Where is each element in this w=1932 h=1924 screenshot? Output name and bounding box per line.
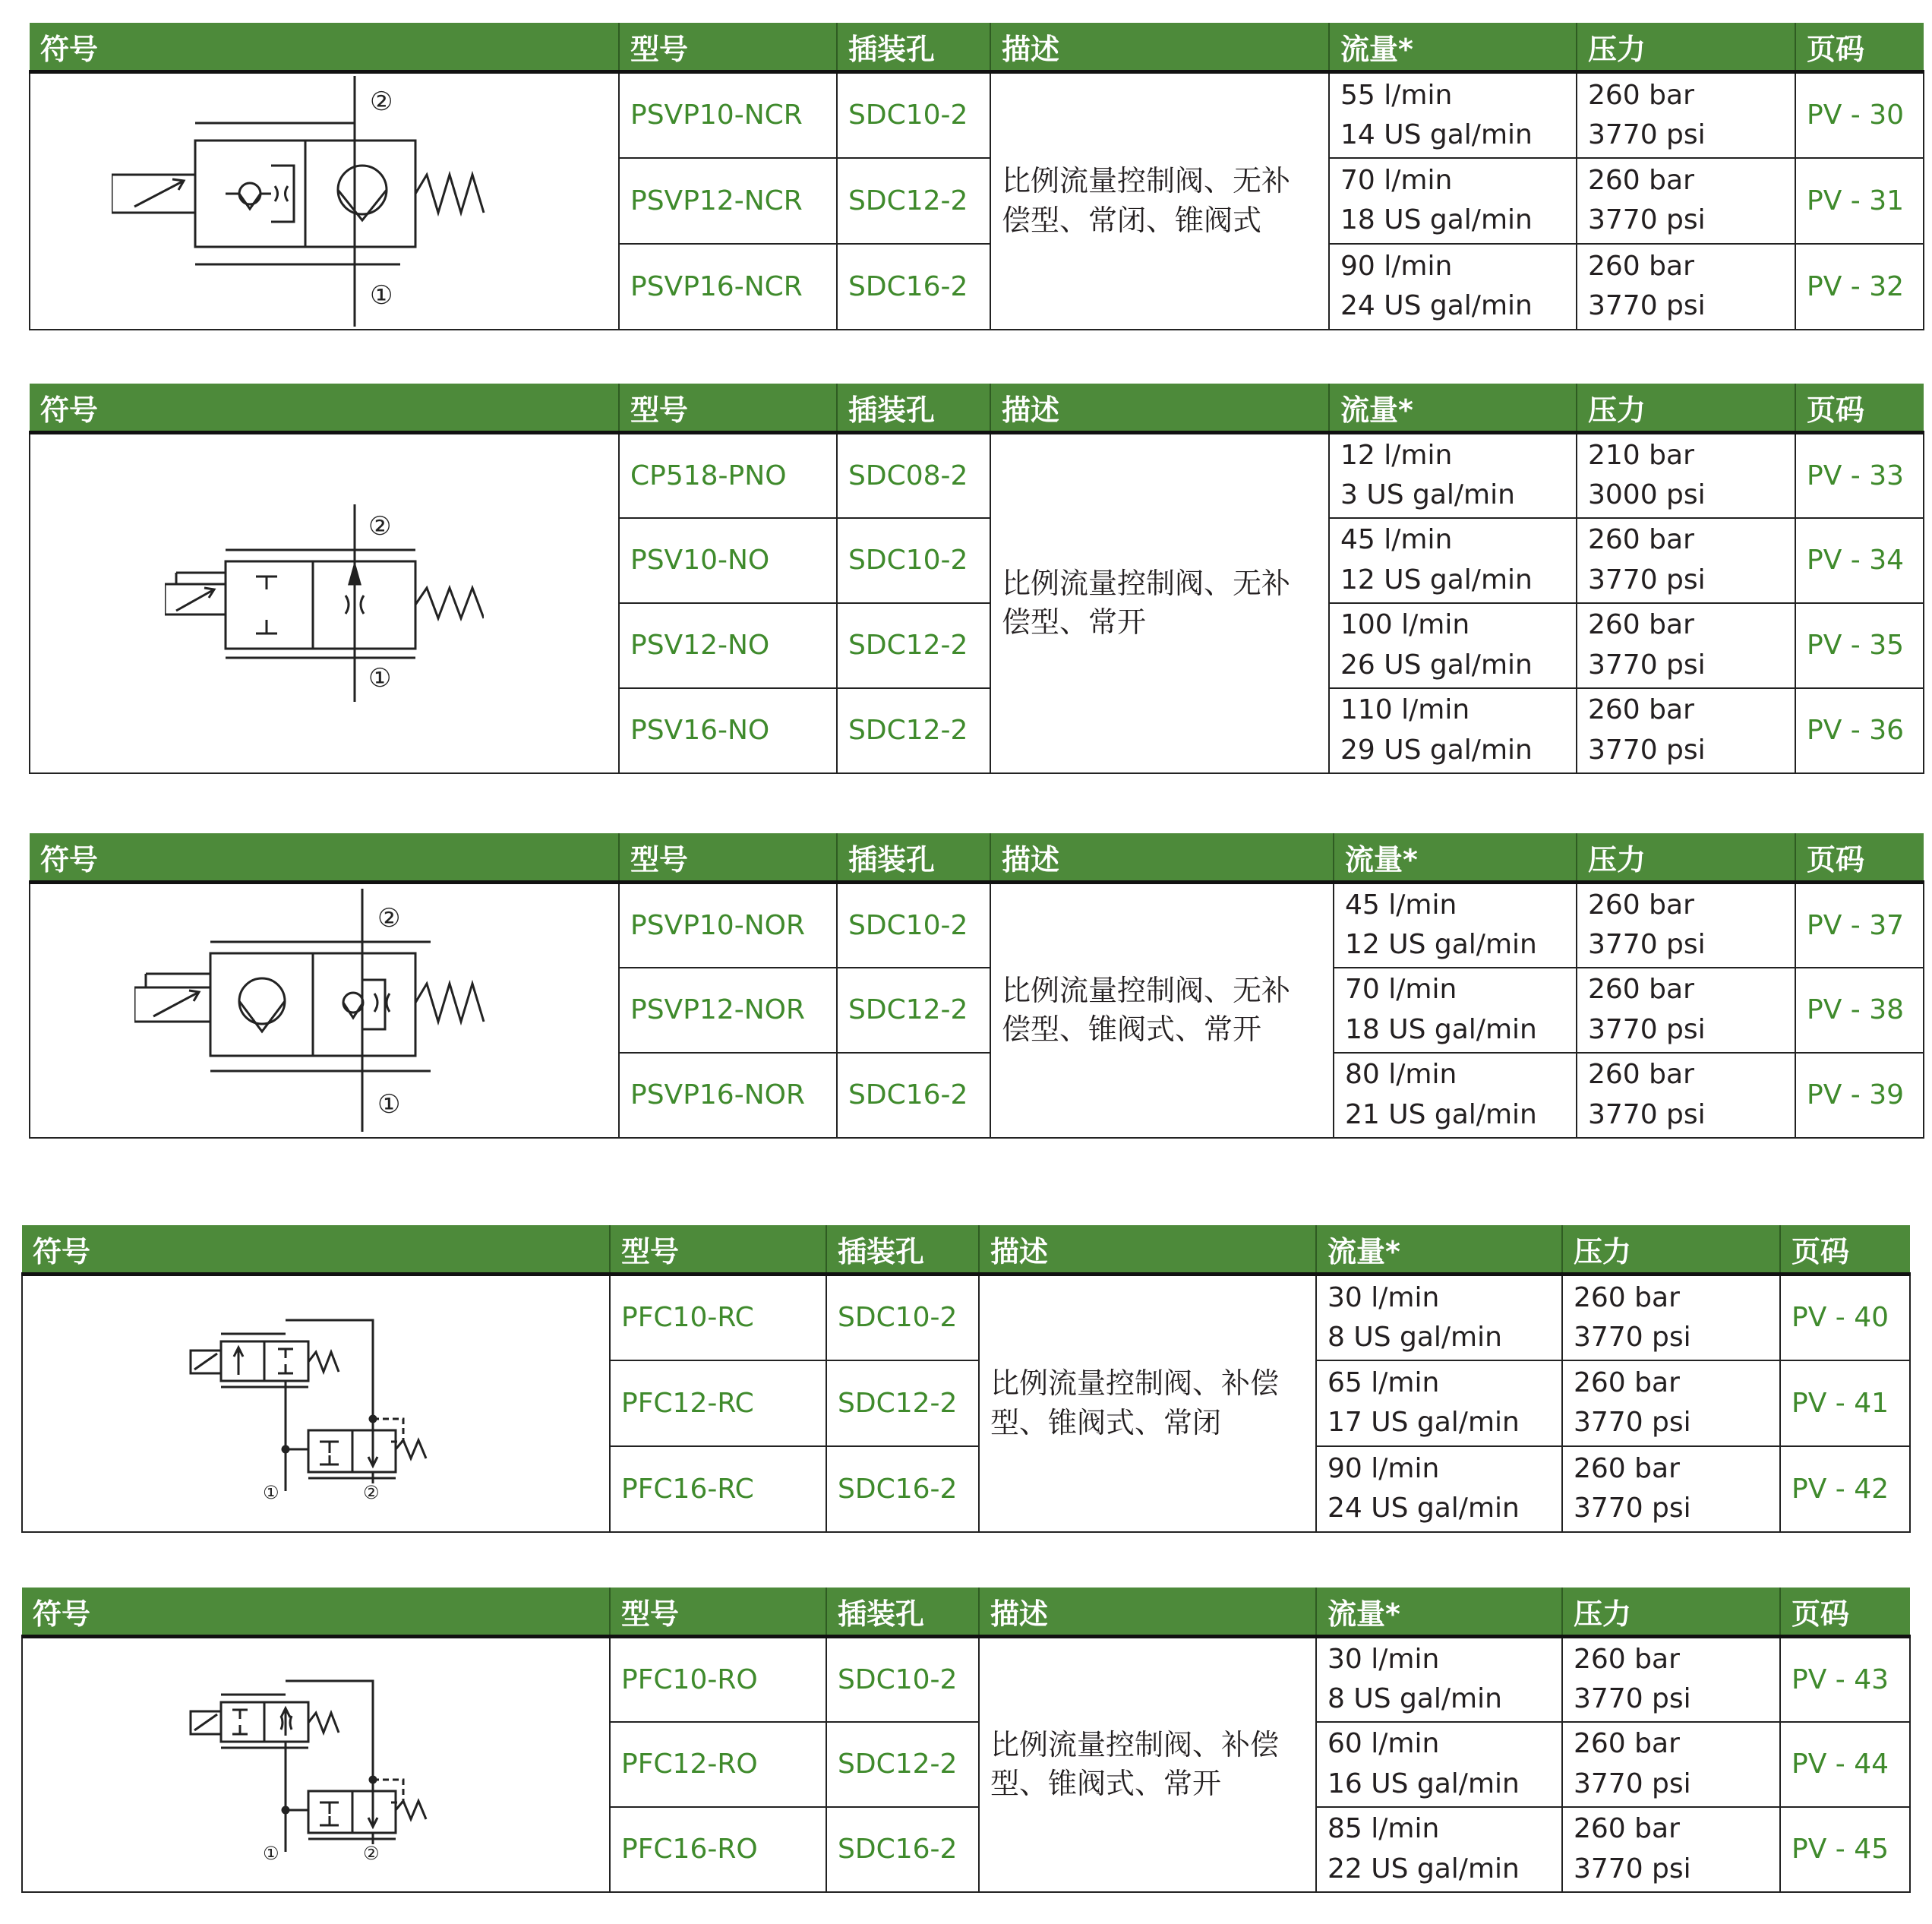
header-page: 页码 — [1795, 384, 1924, 433]
flow-cell: 30 l/min 8 US gal/min — [1316, 1637, 1562, 1722]
header-pressure: 压力 — [1562, 1588, 1780, 1637]
hydraulic-symbol-icon — [112, 76, 537, 327]
pressure-cell: 260 bar 3770 psi — [1577, 968, 1795, 1053]
port-2-label: ② — [363, 1481, 380, 1502]
pressure-cell: 260 bar 3770 psi — [1577, 518, 1795, 603]
header-description: 描述 — [990, 384, 1329, 433]
header-model: 型号 — [610, 1225, 826, 1275]
header-page: 页码 — [1795, 23, 1924, 72]
page-cell: PV - 43 — [1780, 1637, 1910, 1722]
valve-table-2 — [29, 384, 1924, 774]
port-2-label: ② — [370, 86, 393, 117]
port-cell: SDC08-2 — [837, 433, 990, 518]
header-model: 型号 — [610, 1588, 826, 1637]
port-cell: SDC12-2 — [826, 1722, 979, 1807]
model-cell: PSV16-NO — [619, 688, 837, 773]
pressure-cell: 210 bar 3000 psi — [1577, 433, 1795, 518]
header-page: 页码 — [1780, 1588, 1910, 1637]
description-cell: 比例流量控制阀、补偿 型、锥阀式、常闭 — [979, 1275, 1316, 1532]
table-row — [22, 1275, 1910, 1360]
port-cell: SDC12-2 — [837, 158, 990, 244]
page-cell: PV - 39 — [1795, 1053, 1924, 1138]
header-port: 插装孔 — [826, 1588, 979, 1637]
flow-cell: 65 l/min 17 US gal/min — [1316, 1360, 1562, 1446]
header-port: 插装孔 — [837, 23, 990, 72]
model-cell: PSVP10-NCR — [619, 72, 837, 158]
page-cell: PV - 37 — [1795, 883, 1924, 968]
valve-table-5 — [21, 1588, 1911, 1893]
port-1-label: ① — [377, 1089, 401, 1120]
page-cell: PV - 45 — [1780, 1807, 1910, 1892]
header-pressure: 压力 — [1577, 384, 1795, 433]
header-symbol: 符号 — [30, 833, 619, 883]
flow-cell: 90 l/min 24 US gal/min — [1316, 1446, 1562, 1532]
port-2-label: ② — [363, 1843, 380, 1864]
description-cell: 比例流量控制阀、无补 偿型、常闭、锥阀式 — [990, 72, 1329, 330]
flow-cell: 90 l/min 24 US gal/min — [1329, 244, 1577, 330]
flow-cell: 70 l/min 18 US gal/min — [1334, 968, 1577, 1053]
header-description: 描述 — [990, 23, 1329, 72]
header-port: 插装孔 — [837, 384, 990, 433]
port-cell: SDC16-2 — [837, 1053, 990, 1138]
port-1-label: ① — [263, 1481, 279, 1502]
valve-table-3 — [29, 833, 1924, 1139]
table-header — [22, 1225, 1910, 1275]
table-row — [22, 1637, 1910, 1722]
table-row — [30, 72, 1924, 158]
table-header — [22, 1588, 1910, 1637]
page-cell: PV - 35 — [1795, 603, 1924, 688]
header-symbol: 符号 — [22, 1588, 610, 1637]
port-2-label: ② — [368, 511, 392, 542]
hydraulic-symbol-icon — [187, 1666, 445, 1863]
pressure-cell: 260 bar 3770 psi — [1577, 244, 1795, 330]
page-cell: PV - 36 — [1795, 688, 1924, 773]
flow-cell: 45 l/min 12 US gal/min — [1329, 518, 1577, 603]
model-cell: PSV12-NO — [619, 603, 837, 688]
description-cell: 比例流量控制阀、无补 偿型、锥阀式、常开 — [990, 883, 1334, 1138]
port-cell: SDC10-2 — [837, 72, 990, 158]
valve-symbol — [30, 72, 619, 330]
page-cell: PV - 34 — [1795, 518, 1924, 603]
pressure-cell: 260 bar 3770 psi — [1577, 603, 1795, 688]
port-cell: SDC10-2 — [826, 1637, 979, 1722]
pressure-cell: 260 bar 3770 psi — [1577, 688, 1795, 773]
hydraulic-symbol-icon — [187, 1305, 445, 1502]
model-cell: PFC10-RC — [610, 1275, 826, 1360]
header-description: 描述 — [979, 1225, 1316, 1275]
pressure-cell: 260 bar 3770 psi — [1577, 158, 1795, 244]
port-cell: SDC16-2 — [826, 1446, 979, 1532]
header-port: 插装孔 — [837, 833, 990, 883]
header-flow: 流量* — [1329, 384, 1577, 433]
hydraulic-symbol-icon — [134, 889, 514, 1132]
page-cell: PV - 40 — [1780, 1275, 1910, 1360]
valve-table-4 — [21, 1225, 1911, 1533]
valve-symbol — [30, 433, 619, 773]
model-cell: PFC16-RO — [610, 1807, 826, 1892]
header-symbol: 符号 — [30, 23, 619, 72]
model-cell: PSVP12-NOR — [619, 968, 837, 1053]
header-model: 型号 — [619, 833, 837, 883]
port-cell: SDC16-2 — [826, 1807, 979, 1892]
port-1-label: ① — [370, 280, 393, 311]
flow-cell: 100 l/min 26 US gal/min — [1329, 603, 1577, 688]
model-cell: PFC16-RC — [610, 1446, 826, 1532]
flow-cell: 70 l/min 18 US gal/min — [1329, 158, 1577, 244]
valve-table-1 — [29, 23, 1924, 330]
header-page: 页码 — [1795, 833, 1924, 883]
page-cell: PV - 32 — [1795, 244, 1924, 330]
header-model: 型号 — [619, 23, 837, 72]
header-description: 描述 — [990, 833, 1334, 883]
model-cell: PSVP10-NOR — [619, 883, 837, 968]
pressure-cell: 260 bar 3770 psi — [1577, 72, 1795, 158]
page-cell: PV - 30 — [1795, 72, 1924, 158]
port-cell: SDC10-2 — [826, 1275, 979, 1360]
port-cell: SDC12-2 — [837, 688, 990, 773]
page-cell: PV - 31 — [1795, 158, 1924, 244]
model-cell: PSVP16-NOR — [619, 1053, 837, 1138]
page-cell: PV - 33 — [1795, 433, 1924, 518]
pressure-cell: 260 bar 3770 psi — [1562, 1360, 1780, 1446]
header-pressure: 压力 — [1562, 1225, 1780, 1275]
valve-symbol — [22, 1275, 610, 1532]
model-cell: PFC10-RO — [610, 1637, 826, 1722]
page-cell: PV - 38 — [1795, 968, 1924, 1053]
port-2-label: ② — [377, 903, 401, 934]
valve-symbol — [22, 1637, 610, 1892]
pressure-cell: 260 bar 3770 psi — [1562, 1807, 1780, 1892]
port-cell: SDC12-2 — [837, 968, 990, 1053]
port-cell: SDC10-2 — [837, 883, 990, 968]
description-cell: 比例流量控制阀、补偿 型、锥阀式、常开 — [979, 1637, 1316, 1892]
port-cell: SDC16-2 — [837, 244, 990, 330]
port-1-label: ① — [263, 1843, 279, 1864]
valve-symbol — [30, 883, 619, 1138]
model-cell: CP518-PNO — [619, 433, 837, 518]
header-symbol: 符号 — [22, 1225, 610, 1275]
header-pressure: 压力 — [1577, 833, 1795, 883]
model-cell: PFC12-RO — [610, 1722, 826, 1807]
pressure-cell: 260 bar 3770 psi — [1577, 1053, 1795, 1138]
flow-cell: 60 l/min 16 US gal/min — [1316, 1722, 1562, 1807]
pressure-cell: 260 bar 3770 psi — [1562, 1722, 1780, 1807]
page-cell: PV - 41 — [1780, 1360, 1910, 1446]
model-cell: PSVP12-NCR — [619, 158, 837, 244]
flow-cell: 85 l/min 22 US gal/min — [1316, 1807, 1562, 1892]
pressure-cell: 260 bar 3770 psi — [1577, 883, 1795, 968]
model-cell: PSV10-NO — [619, 518, 837, 603]
model-cell: PSVP16-NCR — [619, 244, 837, 330]
header-description: 描述 — [979, 1588, 1316, 1637]
flow-cell: 12 l/min 3 US gal/min — [1329, 433, 1577, 518]
port-cell: SDC10-2 — [837, 518, 990, 603]
flow-cell: 110 l/min 29 US gal/min — [1329, 688, 1577, 773]
header-port: 插装孔 — [826, 1225, 979, 1275]
model-cell: PFC12-RC — [610, 1360, 826, 1446]
port-cell: SDC12-2 — [837, 603, 990, 688]
flow-cell: 80 l/min 21 US gal/min — [1334, 1053, 1577, 1138]
pressure-cell: 260 bar 3770 psi — [1562, 1275, 1780, 1360]
flow-cell: 30 l/min 8 US gal/min — [1316, 1275, 1562, 1360]
header-flow: 流量* — [1334, 833, 1577, 883]
header-flow: 流量* — [1316, 1225, 1562, 1275]
hydraulic-symbol-icon — [165, 504, 484, 702]
header-flow: 流量* — [1316, 1588, 1562, 1637]
table-row — [30, 883, 1924, 968]
pressure-cell: 260 bar 3770 psi — [1562, 1637, 1780, 1722]
pressure-cell: 260 bar 3770 psi — [1562, 1446, 1780, 1532]
table-header — [30, 23, 1924, 72]
table-header — [30, 833, 1924, 883]
flow-cell: 55 l/min 14 US gal/min — [1329, 72, 1577, 158]
port-cell: SDC12-2 — [826, 1360, 979, 1446]
table-header — [30, 384, 1924, 433]
flow-cell: 45 l/min 12 US gal/min — [1334, 883, 1577, 968]
page-cell: PV - 42 — [1780, 1446, 1910, 1532]
header-model: 型号 — [619, 384, 837, 433]
port-1-label: ① — [368, 663, 392, 694]
description-cell: 比例流量控制阀、无补 偿型、常开 — [990, 433, 1329, 773]
header-flow: 流量* — [1329, 23, 1577, 72]
table-row — [30, 433, 1924, 518]
page-cell: PV - 44 — [1780, 1722, 1910, 1807]
header-page: 页码 — [1780, 1225, 1910, 1275]
header-symbol: 符号 — [30, 384, 619, 433]
header-pressure: 压力 — [1577, 23, 1795, 72]
